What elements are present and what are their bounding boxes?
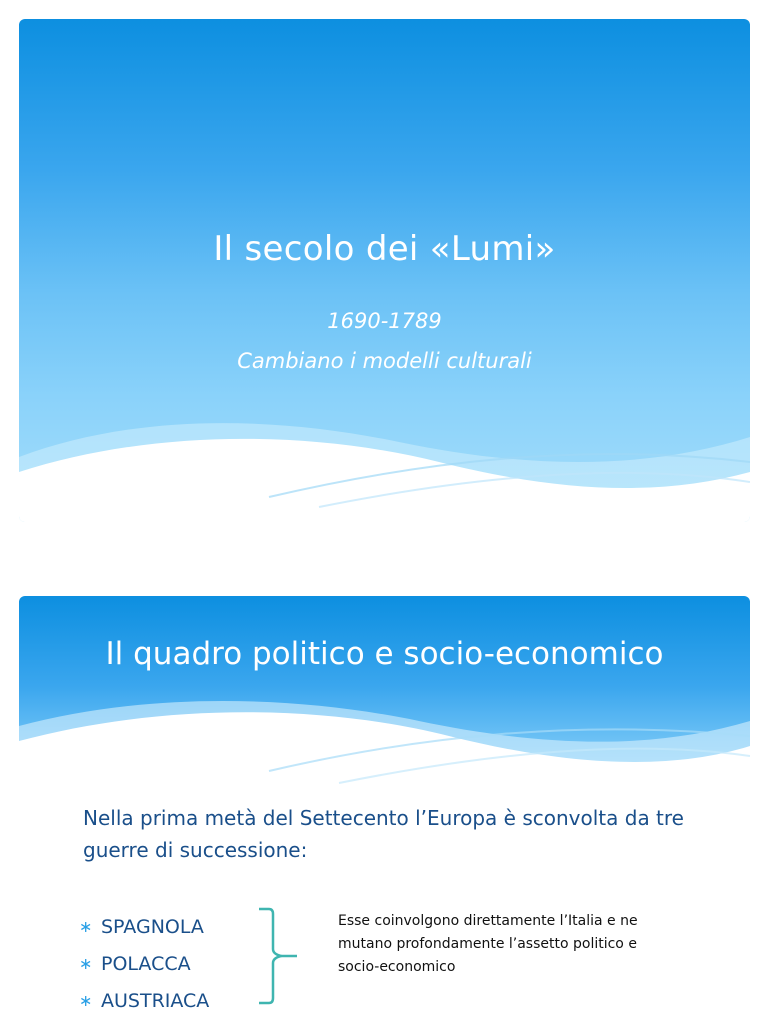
list-item <box>79 982 209 1019</box>
right-curly-brace-icon <box>257 906 301 1006</box>
slide-title: Il secolo dei «Lumi» <box>213 229 556 269</box>
intro-paragraph: Nella prima metà del Settecento l’Europa è sconvolta da tre guerre di successione: <box>83 806 684 862</box>
asterisk-icon: ∗ <box>79 954 93 973</box>
title-slide <box>19 19 750 522</box>
wave-decoration <box>19 691 750 801</box>
asterisk-icon: ∗ <box>79 991 93 1010</box>
asterisk-icon: ∗ <box>79 917 93 936</box>
note-text: Esse coinvolgono direttamente l’Italia e ne mutano profondamente l’assetto politico e socio-economico <box>338 913 638 975</box>
list-item-label: AUSTRIACA <box>101 989 210 1012</box>
wave-decoration <box>19 402 750 522</box>
content-slide <box>19 596 750 1024</box>
slide-title: Il quadro politico e socio-economico <box>105 636 664 672</box>
slide-subtitle-text: Cambiano i modelli culturali <box>237 349 532 373</box>
list-item <box>79 945 209 982</box>
list-item-label: SPAGNOLA <box>101 915 204 938</box>
list-item <box>79 908 209 945</box>
list-item-label: POLACCA <box>101 952 191 975</box>
slide-subtitle-years: 1690-1789 <box>327 309 442 333</box>
war-list <box>79 908 209 1019</box>
